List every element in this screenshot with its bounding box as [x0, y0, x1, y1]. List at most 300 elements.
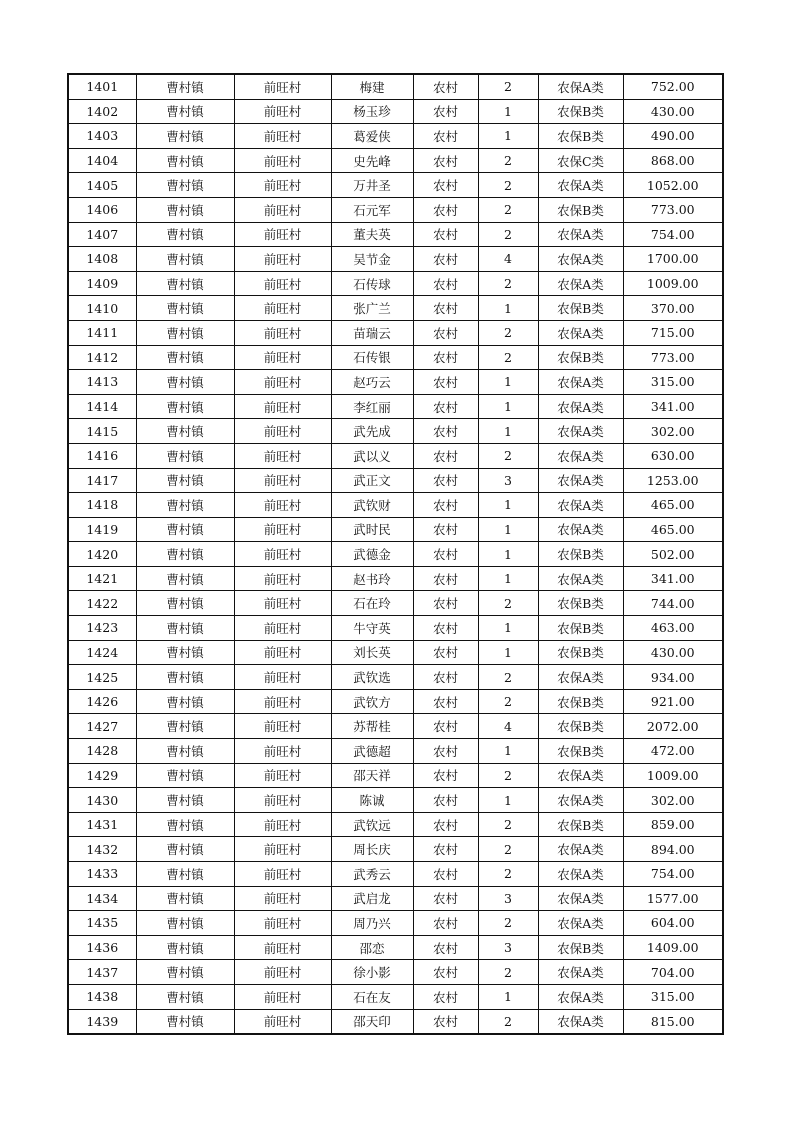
area-type-cell: 农村 — [413, 714, 478, 739]
insurance-category-cell: 农保A类 — [538, 788, 623, 813]
name-cell: 武钦财 — [331, 493, 413, 518]
insurance-category-cell: 农保A类 — [538, 247, 623, 272]
village-cell: 前旺村 — [234, 886, 331, 911]
household-size-cell: 2 — [478, 1009, 538, 1034]
insurance-category-cell: 农保C类 — [538, 148, 623, 173]
household-size-cell: 4 — [478, 247, 538, 272]
insurance-category-cell: 农保A类 — [538, 320, 623, 345]
table-row — [68, 837, 723, 862]
insurance-category-cell: 农保A类 — [538, 222, 623, 247]
row-number-cell: 1414 — [68, 394, 136, 419]
row-number-cell: 1437 — [68, 960, 136, 985]
insurance-category-cell: 农保B类 — [538, 99, 623, 124]
household-size-cell: 2 — [478, 911, 538, 936]
insurance-category-cell: 农保B类 — [538, 296, 623, 321]
insurance-category-cell: 农保B类 — [538, 935, 623, 960]
table-row — [68, 74, 723, 99]
area-type-cell: 农村 — [413, 197, 478, 222]
village-cell: 前旺村 — [234, 394, 331, 419]
village-cell: 前旺村 — [234, 591, 331, 616]
town-cell: 曹村镇 — [136, 616, 234, 641]
table-row — [68, 370, 723, 395]
household-size-cell: 2 — [478, 74, 538, 99]
amount-cell: 894.00 — [623, 837, 723, 862]
table-row — [68, 542, 723, 567]
name-cell: 刘长英 — [331, 640, 413, 665]
table-row — [68, 443, 723, 468]
town-cell: 曹村镇 — [136, 788, 234, 813]
amount-cell: 1577.00 — [623, 886, 723, 911]
row-number-cell: 1431 — [68, 812, 136, 837]
village-cell: 前旺村 — [234, 935, 331, 960]
row-number-cell: 1403 — [68, 124, 136, 149]
village-cell: 前旺村 — [234, 419, 331, 444]
household-size-cell: 2 — [478, 271, 538, 296]
village-cell: 前旺村 — [234, 739, 331, 764]
area-type-cell: 农村 — [413, 493, 478, 518]
insurance-category-cell: 农保B类 — [538, 616, 623, 641]
insurance-category-cell: 农保A类 — [538, 74, 623, 99]
area-type-cell: 农村 — [413, 788, 478, 813]
row-number-cell: 1407 — [68, 222, 136, 247]
insurance-category-cell: 农保A类 — [538, 886, 623, 911]
town-cell: 曹村镇 — [136, 689, 234, 714]
insurance-category-cell: 农保A类 — [538, 173, 623, 198]
area-type-cell: 农村 — [413, 419, 478, 444]
name-cell: 武德金 — [331, 542, 413, 567]
town-cell: 曹村镇 — [136, 493, 234, 518]
amount-cell: 463.00 — [623, 616, 723, 641]
amount-cell: 1009.00 — [623, 763, 723, 788]
row-number-cell: 1423 — [68, 616, 136, 641]
area-type-cell: 农村 — [413, 74, 478, 99]
area-type-cell: 农村 — [413, 935, 478, 960]
table-row — [68, 271, 723, 296]
insurance-category-cell: 农保A类 — [538, 493, 623, 518]
row-number-cell: 1433 — [68, 862, 136, 887]
town-cell: 曹村镇 — [136, 566, 234, 591]
town-cell: 曹村镇 — [136, 1009, 234, 1034]
household-size-cell: 2 — [478, 812, 538, 837]
name-cell: 周乃兴 — [331, 911, 413, 936]
town-cell: 曹村镇 — [136, 173, 234, 198]
name-cell: 赵书玲 — [331, 566, 413, 591]
town-cell: 曹村镇 — [136, 984, 234, 1009]
table-row — [68, 935, 723, 960]
name-cell: 张广兰 — [331, 296, 413, 321]
name-cell: 苗瑞云 — [331, 320, 413, 345]
village-cell: 前旺村 — [234, 271, 331, 296]
table-row — [68, 296, 723, 321]
area-type-cell: 农村 — [413, 665, 478, 690]
village-cell: 前旺村 — [234, 493, 331, 518]
village-cell: 前旺村 — [234, 665, 331, 690]
village-cell: 前旺村 — [234, 812, 331, 837]
household-size-cell: 2 — [478, 197, 538, 222]
household-size-cell: 1 — [478, 542, 538, 567]
amount-cell: 744.00 — [623, 591, 723, 616]
row-number-cell: 1426 — [68, 689, 136, 714]
town-cell: 曹村镇 — [136, 862, 234, 887]
household-size-cell: 1 — [478, 124, 538, 149]
name-cell: 石元军 — [331, 197, 413, 222]
amount-cell: 773.00 — [623, 197, 723, 222]
insurance-category-cell: 农保A类 — [538, 665, 623, 690]
row-number-cell: 1421 — [68, 566, 136, 591]
row-number-cell: 1428 — [68, 739, 136, 764]
table-row — [68, 173, 723, 198]
insurance-category-cell: 农保A类 — [538, 911, 623, 936]
name-cell: 苏帮桂 — [331, 714, 413, 739]
town-cell: 曹村镇 — [136, 665, 234, 690]
town-cell: 曹村镇 — [136, 960, 234, 985]
table-row — [68, 320, 723, 345]
household-size-cell: 1 — [478, 493, 538, 518]
household-size-cell: 2 — [478, 862, 538, 887]
town-cell: 曹村镇 — [136, 148, 234, 173]
amount-cell: 465.00 — [623, 493, 723, 518]
name-cell: 史先峰 — [331, 148, 413, 173]
name-cell: 陈诚 — [331, 788, 413, 813]
village-cell: 前旺村 — [234, 148, 331, 173]
row-number-cell: 1435 — [68, 911, 136, 936]
row-number-cell: 1429 — [68, 763, 136, 788]
table-row — [68, 566, 723, 591]
town-cell: 曹村镇 — [136, 124, 234, 149]
amount-cell: 430.00 — [623, 99, 723, 124]
name-cell: 武钦远 — [331, 812, 413, 837]
amount-cell: 1700.00 — [623, 247, 723, 272]
village-cell: 前旺村 — [234, 862, 331, 887]
area-type-cell: 农村 — [413, 1009, 478, 1034]
row-number-cell: 1408 — [68, 247, 136, 272]
amount-cell: 715.00 — [623, 320, 723, 345]
name-cell: 周长庆 — [331, 837, 413, 862]
household-size-cell: 3 — [478, 886, 538, 911]
row-number-cell: 1439 — [68, 1009, 136, 1034]
amount-cell: 2072.00 — [623, 714, 723, 739]
household-size-cell: 2 — [478, 689, 538, 714]
village-cell: 前旺村 — [234, 984, 331, 1009]
amount-cell: 315.00 — [623, 984, 723, 1009]
area-type-cell: 农村 — [413, 542, 478, 567]
town-cell: 曹村镇 — [136, 271, 234, 296]
table-row — [68, 911, 723, 936]
table-row — [68, 640, 723, 665]
name-cell: 李红丽 — [331, 394, 413, 419]
amount-cell: 315.00 — [623, 370, 723, 395]
name-cell: 武钦方 — [331, 689, 413, 714]
table-row — [68, 862, 723, 887]
row-number-cell: 1406 — [68, 197, 136, 222]
town-cell: 曹村镇 — [136, 886, 234, 911]
amount-cell: 921.00 — [623, 689, 723, 714]
name-cell: 吴节金 — [331, 247, 413, 272]
row-number-cell: 1438 — [68, 984, 136, 1009]
amount-cell: 754.00 — [623, 862, 723, 887]
table-row — [68, 812, 723, 837]
village-cell: 前旺村 — [234, 197, 331, 222]
amount-cell: 859.00 — [623, 812, 723, 837]
insurance-category-cell: 农保A类 — [538, 468, 623, 493]
village-cell: 前旺村 — [234, 517, 331, 542]
town-cell: 曹村镇 — [136, 935, 234, 960]
area-type-cell: 农村 — [413, 984, 478, 1009]
amount-cell: 341.00 — [623, 394, 723, 419]
household-size-cell: 4 — [478, 714, 538, 739]
insurance-category-cell: 农保B类 — [538, 542, 623, 567]
table-row — [68, 124, 723, 149]
name-cell: 武先成 — [331, 419, 413, 444]
row-number-cell: 1415 — [68, 419, 136, 444]
household-size-cell: 1 — [478, 394, 538, 419]
area-type-cell: 农村 — [413, 124, 478, 149]
table-row — [68, 493, 723, 518]
village-cell: 前旺村 — [234, 222, 331, 247]
amount-cell: 815.00 — [623, 1009, 723, 1034]
town-cell: 曹村镇 — [136, 247, 234, 272]
town-cell: 曹村镇 — [136, 74, 234, 99]
table-row — [68, 394, 723, 419]
row-number-cell: 1436 — [68, 935, 136, 960]
insurance-category-cell: 农保A类 — [538, 517, 623, 542]
household-size-cell: 2 — [478, 443, 538, 468]
row-number-cell: 1411 — [68, 320, 136, 345]
table-row — [68, 984, 723, 1009]
village-cell: 前旺村 — [234, 689, 331, 714]
village-cell: 前旺村 — [234, 1009, 331, 1034]
insurance-category-cell: 农保B类 — [538, 812, 623, 837]
village-cell: 前旺村 — [234, 640, 331, 665]
village-cell: 前旺村 — [234, 345, 331, 370]
town-cell: 曹村镇 — [136, 296, 234, 321]
name-cell: 武钦选 — [331, 665, 413, 690]
table-row — [68, 788, 723, 813]
town-cell: 曹村镇 — [136, 911, 234, 936]
village-cell: 前旺村 — [234, 911, 331, 936]
village-cell: 前旺村 — [234, 468, 331, 493]
insurance-category-cell: 农保A类 — [538, 1009, 623, 1034]
name-cell: 邵天祥 — [331, 763, 413, 788]
table-row — [68, 763, 723, 788]
insurance-category-cell: 农保B类 — [538, 714, 623, 739]
area-type-cell: 农村 — [413, 640, 478, 665]
row-number-cell: 1422 — [68, 591, 136, 616]
amount-cell: 370.00 — [623, 296, 723, 321]
village-cell: 前旺村 — [234, 443, 331, 468]
household-size-cell: 2 — [478, 345, 538, 370]
village-cell: 前旺村 — [234, 124, 331, 149]
table-row — [68, 197, 723, 222]
table-row — [68, 591, 723, 616]
village-cell: 前旺村 — [234, 566, 331, 591]
area-type-cell: 农村 — [413, 468, 478, 493]
name-cell: 杨玉珍 — [331, 99, 413, 124]
row-number-cell: 1420 — [68, 542, 136, 567]
name-cell: 石传球 — [331, 271, 413, 296]
table-row — [68, 960, 723, 985]
area-type-cell: 农村 — [413, 689, 478, 714]
town-cell: 曹村镇 — [136, 222, 234, 247]
household-size-cell: 3 — [478, 935, 538, 960]
insurance-category-cell: 农保B类 — [538, 689, 623, 714]
amount-cell: 302.00 — [623, 419, 723, 444]
insurance-category-cell: 农保A类 — [538, 443, 623, 468]
row-number-cell: 1410 — [68, 296, 136, 321]
insurance-category-cell: 农保A类 — [538, 394, 623, 419]
household-size-cell: 1 — [478, 419, 538, 444]
village-cell: 前旺村 — [234, 960, 331, 985]
name-cell: 武正文 — [331, 468, 413, 493]
records-table — [67, 73, 724, 1035]
town-cell: 曹村镇 — [136, 837, 234, 862]
town-cell: 曹村镇 — [136, 345, 234, 370]
name-cell: 武德超 — [331, 739, 413, 764]
name-cell: 石在玲 — [331, 591, 413, 616]
area-type-cell: 农村 — [413, 591, 478, 616]
area-type-cell: 农村 — [413, 862, 478, 887]
amount-cell: 1409.00 — [623, 935, 723, 960]
name-cell: 徐小影 — [331, 960, 413, 985]
village-cell: 前旺村 — [234, 296, 331, 321]
area-type-cell: 农村 — [413, 173, 478, 198]
table-row — [68, 99, 723, 124]
name-cell: 董夫英 — [331, 222, 413, 247]
household-size-cell: 2 — [478, 763, 538, 788]
amount-cell: 472.00 — [623, 739, 723, 764]
row-number-cell: 1432 — [68, 837, 136, 862]
name-cell: 武启龙 — [331, 886, 413, 911]
insurance-category-cell: 农保A类 — [538, 566, 623, 591]
household-size-cell: 1 — [478, 99, 538, 124]
amount-cell: 754.00 — [623, 222, 723, 247]
amount-cell: 1052.00 — [623, 173, 723, 198]
name-cell: 武秀云 — [331, 862, 413, 887]
town-cell: 曹村镇 — [136, 591, 234, 616]
village-cell: 前旺村 — [234, 763, 331, 788]
insurance-category-cell: 农保B类 — [538, 739, 623, 764]
area-type-cell: 农村 — [413, 517, 478, 542]
row-number-cell: 1424 — [68, 640, 136, 665]
area-type-cell: 农村 — [413, 345, 478, 370]
amount-cell: 1253.00 — [623, 468, 723, 493]
area-type-cell: 农村 — [413, 271, 478, 296]
town-cell: 曹村镇 — [136, 763, 234, 788]
row-number-cell: 1419 — [68, 517, 136, 542]
area-type-cell: 农村 — [413, 837, 478, 862]
household-size-cell: 2 — [478, 960, 538, 985]
area-type-cell: 农村 — [413, 443, 478, 468]
town-cell: 曹村镇 — [136, 197, 234, 222]
town-cell: 曹村镇 — [136, 640, 234, 665]
amount-cell: 502.00 — [623, 542, 723, 567]
town-cell: 曹村镇 — [136, 812, 234, 837]
name-cell: 葛爱侠 — [331, 124, 413, 149]
insurance-category-cell: 农保A类 — [538, 370, 623, 395]
village-cell: 前旺村 — [234, 247, 331, 272]
area-type-cell: 农村 — [413, 739, 478, 764]
table-row — [68, 222, 723, 247]
amount-cell: 934.00 — [623, 665, 723, 690]
row-number-cell: 1404 — [68, 148, 136, 173]
area-type-cell: 农村 — [413, 394, 478, 419]
insurance-category-cell: 农保B类 — [538, 124, 623, 149]
household-size-cell: 2 — [478, 148, 538, 173]
household-size-cell: 1 — [478, 739, 538, 764]
row-number-cell: 1412 — [68, 345, 136, 370]
area-type-cell: 农村 — [413, 247, 478, 272]
row-number-cell: 1401 — [68, 74, 136, 99]
household-size-cell: 1 — [478, 296, 538, 321]
insurance-category-cell: 农保A类 — [538, 763, 623, 788]
area-type-cell: 农村 — [413, 320, 478, 345]
table-row — [68, 886, 723, 911]
amount-cell: 465.00 — [623, 517, 723, 542]
household-size-cell: 2 — [478, 665, 538, 690]
village-cell: 前旺村 — [234, 616, 331, 641]
household-size-cell: 2 — [478, 320, 538, 345]
amount-cell: 604.00 — [623, 911, 723, 936]
household-size-cell: 2 — [478, 591, 538, 616]
name-cell: 石传银 — [331, 345, 413, 370]
insurance-category-cell: 农保A类 — [538, 984, 623, 1009]
area-type-cell: 农村 — [413, 812, 478, 837]
row-number-cell: 1402 — [68, 99, 136, 124]
area-type-cell: 农村 — [413, 960, 478, 985]
town-cell: 曹村镇 — [136, 99, 234, 124]
town-cell: 曹村镇 — [136, 320, 234, 345]
table-row — [68, 247, 723, 272]
row-number-cell: 1409 — [68, 271, 136, 296]
town-cell: 曹村镇 — [136, 443, 234, 468]
insurance-category-cell: 农保A类 — [538, 862, 623, 887]
row-number-cell: 1425 — [68, 665, 136, 690]
insurance-category-cell: 农保B类 — [538, 197, 623, 222]
name-cell: 武以义 — [331, 443, 413, 468]
table-row — [68, 468, 723, 493]
table-row — [68, 689, 723, 714]
table-row — [68, 616, 723, 641]
table-row — [68, 345, 723, 370]
name-cell: 邵天印 — [331, 1009, 413, 1034]
village-cell: 前旺村 — [234, 74, 331, 99]
household-size-cell: 2 — [478, 173, 538, 198]
village-cell: 前旺村 — [234, 320, 331, 345]
name-cell: 邵恋 — [331, 935, 413, 960]
table-row — [68, 665, 723, 690]
area-type-cell: 农村 — [413, 911, 478, 936]
insurance-category-cell: 农保B类 — [538, 591, 623, 616]
row-number-cell: 1418 — [68, 493, 136, 518]
table-row — [68, 739, 723, 764]
name-cell: 赵巧云 — [331, 370, 413, 395]
household-size-cell: 1 — [478, 984, 538, 1009]
name-cell: 牛守英 — [331, 616, 413, 641]
area-type-cell: 农村 — [413, 370, 478, 395]
town-cell: 曹村镇 — [136, 714, 234, 739]
village-cell: 前旺村 — [234, 370, 331, 395]
household-size-cell: 1 — [478, 640, 538, 665]
table-row — [68, 148, 723, 173]
name-cell: 武时民 — [331, 517, 413, 542]
town-cell: 曹村镇 — [136, 739, 234, 764]
table-body — [68, 74, 723, 1034]
village-cell: 前旺村 — [234, 173, 331, 198]
name-cell: 万井圣 — [331, 173, 413, 198]
amount-cell: 1009.00 — [623, 271, 723, 296]
village-cell: 前旺村 — [234, 542, 331, 567]
insurance-category-cell: 农保A类 — [538, 837, 623, 862]
